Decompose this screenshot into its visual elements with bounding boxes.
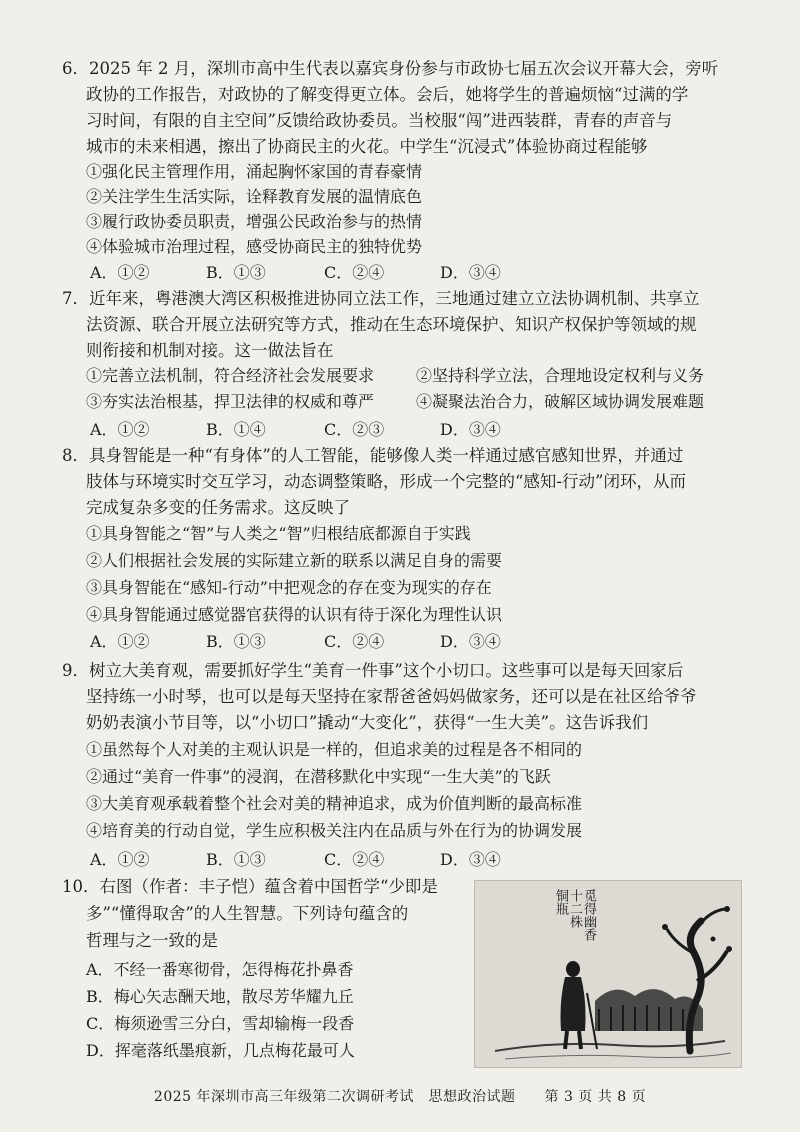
q6-choices bbox=[90, 261, 501, 285]
q6-choice-d: D．③④ bbox=[440, 263, 501, 282]
question-7-stem bbox=[62, 286, 752, 364]
painting-inscription bbox=[505, 889, 595, 979]
q7-line-2: 法资源、联合开展立法研究等方式，推动在生态环境保护、知识产权保护等领域的规 bbox=[86, 315, 697, 334]
q7-option-4: ④凝聚法治合力，破解区域协调发展难题 bbox=[416, 392, 705, 411]
question-8-stem bbox=[62, 443, 752, 521]
page-footer: 2025 年深圳市高三年级第二次调研考试 思想政治试题 第 3 页 共 8 页 bbox=[153, 1089, 647, 1105]
q7-choice-d: D．③④ bbox=[440, 420, 501, 439]
q8-choice-c: C．②④ bbox=[324, 632, 385, 651]
q7-choice-a: A．①② bbox=[90, 420, 150, 439]
q6-option-4: ④体验城市治理过程，感受协商民主的独特优势 bbox=[86, 237, 423, 256]
q8-choice-d: D．③④ bbox=[440, 632, 501, 651]
q10-option-c: C．梅须逊雪三分白，雪却输梅一段香 bbox=[86, 1014, 355, 1033]
q10-option-d: D．挥毫落纸墨痕新，几点梅花最可人 bbox=[86, 1041, 355, 1060]
q9-option-1: ①虽然每个人对美的主观认识是一样的，但追求美的过程是各不相同的 bbox=[86, 740, 583, 759]
q8-option-3: ③具身智能在“感知-行动”中把观念的存在变为现实的存在 bbox=[86, 578, 492, 597]
q6-line-1: 6．2025 年 2 月，深圳市高中生代表以嘉宾身份参与市政协七届五次会议开幕大会，旁听 bbox=[62, 59, 719, 78]
q10-option-b: B．梅心矢志酬天地，散尽芳华耀九丘 bbox=[86, 987, 354, 1006]
q8-choices bbox=[90, 630, 501, 654]
q9-line-1: 9．树立大美育观，需要抓好学生“美育一件事”这个小切口。这些事可以是每天回家后 bbox=[62, 661, 684, 680]
q6-line-4: 城市的未来相遇，擦出了协商民主的火花。中学生“沉浸式”体验协商过程能够 bbox=[86, 137, 648, 156]
q6-choice-b: B．①③ bbox=[206, 263, 266, 282]
q9-choice-b: B．①③ bbox=[206, 850, 266, 869]
q7-choice-b: B．①④ bbox=[206, 420, 266, 439]
q9-option-4: ④培育美的行动自觉，学生应积极关注内在品质与外在行为的协调发展 bbox=[86, 821, 583, 840]
q8-option-1: ①具身智能之“智”与人类之“智”归根结底都源自于实践 bbox=[86, 524, 471, 543]
q10-option-a: A．不经一番寒彻骨，怎得梅花扑鼻香 bbox=[86, 960, 354, 979]
q6-option-2: ②关注学生生活实际，诠释教育发展的温情底色 bbox=[86, 187, 423, 206]
q6-line-3: 习时间，有限的自主空间”反馈给政协委员。当校服“闯”进西装群，青春的声音与 bbox=[86, 111, 673, 130]
q8-choice-b: B．①③ bbox=[206, 632, 266, 651]
feng-zikai-painting bbox=[474, 880, 742, 1068]
q10-line-3: 哲理与之一致的是 bbox=[86, 931, 218, 950]
q6-option-1: ①强化民主管理作用，涌起胸怀家国的青春豪情 bbox=[86, 162, 423, 181]
q7-choices bbox=[90, 418, 501, 442]
q9-option-3: ③大美育观承载着整个社会对美的精神追求，成为价值判断的最高标准 bbox=[86, 794, 583, 813]
q9-choice-d: D．③④ bbox=[440, 850, 501, 869]
q9-choice-a: A．①② bbox=[90, 850, 150, 869]
q9-line-2: 坚持练一小时琴，也可以是每天坚持在家帮爸爸妈妈做家务，还可以是在社区给爷爷 bbox=[86, 687, 697, 706]
q6-option-3: ③履行政协委员职责，增强公民政治参与的热情 bbox=[86, 212, 423, 231]
inscription-line-1: 觅得幽香 bbox=[581, 889, 596, 941]
q8-choice-a: A．①② bbox=[90, 632, 150, 651]
inscription-line-3: 铜瓶 bbox=[553, 889, 568, 915]
q7-options-row-2 bbox=[86, 390, 704, 414]
q7-choice-c: C．②③ bbox=[324, 420, 385, 439]
q9-option-2: ②通过“美育一件事”的浸润，在潜移默化中实现“一生大美”的飞跃 bbox=[86, 767, 551, 786]
q10-line-2: 多”“懂得取舍”的人生智慧。下列诗句蕴含的 bbox=[86, 904, 409, 923]
q8-option-4: ④具身智能通过感觉器官获得的认识有待于深化为理性认识 bbox=[86, 605, 503, 624]
q7-line-3: 则衔接和机制对接。这一做法旨在 bbox=[86, 341, 334, 360]
q9-line-3: 奶奶表演小节目等，以“小切口”撬动“大变化”，获得“一生大美”。这告诉我们 bbox=[86, 713, 649, 732]
q7-line-1: 7．近年来，粤港澳大湾区积极推进协同立法工作，三地通过建立立法协调机制、共享立 bbox=[62, 289, 700, 308]
q7-option-2: ②坚持科学立法，合理地设定权利与义务 bbox=[416, 366, 705, 385]
q6-choice-c: C．②④ bbox=[324, 263, 385, 282]
q10-line-1: 10．右图（作者：丰子恺）蕴含着中国哲学“少即是 bbox=[62, 877, 438, 896]
q7-option-3: ③夯实法治根基，捍卫法律的权威和尊严 bbox=[86, 392, 375, 411]
q7-option-1: ①完善立法机制，符合经济社会发展要求 bbox=[86, 366, 375, 385]
q6-line-2: 政协的工作报告，对政协的了解变得更立体。会后，她将学生的普遍烦恼“过满的学 bbox=[86, 85, 689, 104]
question-6-stem bbox=[62, 56, 752, 160]
q8-line-2: 肢体与环境实时交互学习，动态调整策略，形成一个完整的“感知-行动”闭环，从而 bbox=[86, 472, 686, 491]
q7-options-row-1 bbox=[86, 364, 704, 388]
q8-line-3: 完成复杂多变的任务需求。这反映了 bbox=[86, 498, 350, 517]
q8-option-2: ②人们根据社会发展的实际建立新的联系以满足自身的需要 bbox=[86, 551, 503, 570]
inscription-line-2: 十二株 bbox=[567, 889, 582, 928]
q9-choices bbox=[90, 848, 501, 872]
q8-line-1: 8．具身智能是一种“有身体”的人工智能，能够像人类一样通过感官感知世界，并通过 bbox=[62, 446, 684, 465]
q6-choice-a: A．①② bbox=[90, 263, 150, 282]
q9-choice-c: C．②④ bbox=[324, 850, 385, 869]
question-9-stem bbox=[62, 658, 752, 736]
